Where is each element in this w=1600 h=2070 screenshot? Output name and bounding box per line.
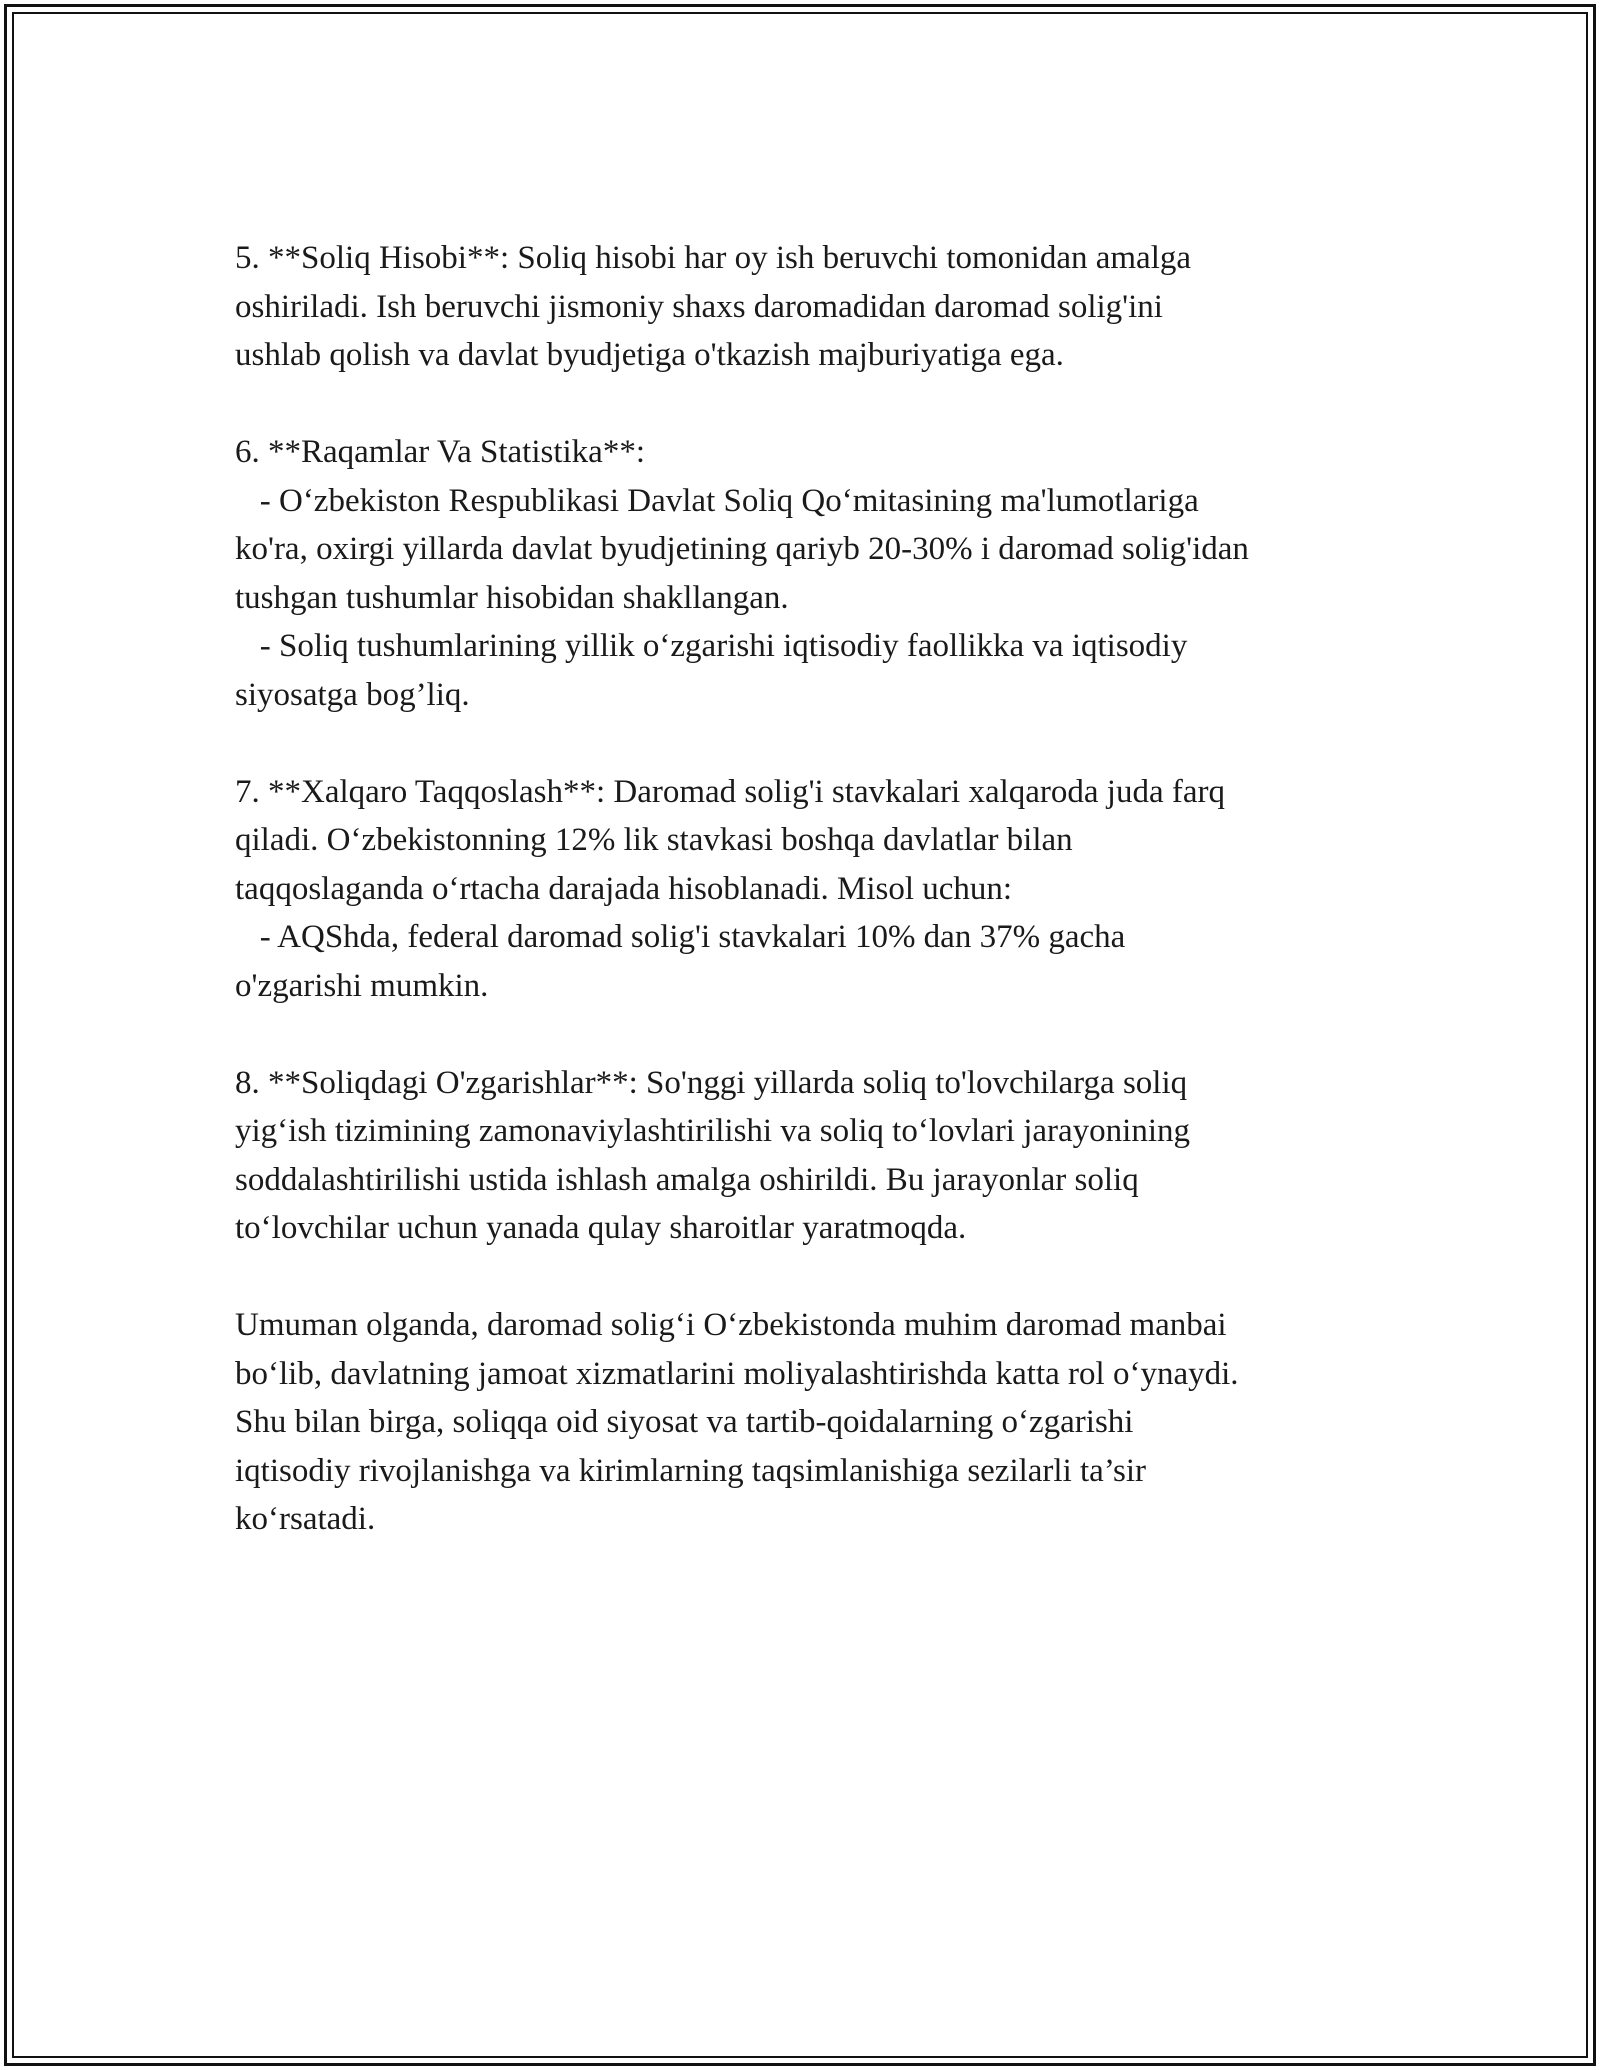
text-line: 6. **Raqamlar Va Statistika**: [235, 434, 646, 470]
text-line: - AQShda, federal daromad solig'i stavkalari 10% dan 37% gacha [235, 919, 1126, 955]
text-line: - O‘zbekiston Respublikasi Davlat Soliq Qo‘mitasining ma'lumotlariga [235, 482, 1199, 519]
text-line: 8. **Soliqdagi O'zgarishlar**: So'nggi yillarda soliq to'lovchilarga soliq [235, 1064, 1188, 1101]
paragraph-xalqaro-taqqoslash [235, 768, 1395, 1011]
paragraph-conclusion [235, 1301, 1395, 1544]
text-line: 7. **Xalqaro Taqqoslash**: Daromad solig'i stavkalari xalqaroda juda farq [235, 773, 1225, 810]
text-line: - Soliq tushumlarining yillik o‘zgarishi iqtisodiy faollikka va iqtisodiy [235, 628, 1188, 664]
text-line: iqtisodiy rivojlanishga va kirimlarning taqsimlanishiga sezilarli ta’sir [235, 1452, 1146, 1489]
paragraph-raqamlar-statistika [235, 428, 1395, 719]
text-line: ushlab qolish va davlat byudjetiga o'tkazish majburiyatiga ega. [235, 337, 1064, 373]
paragraph-soliq-hisobi [235, 234, 1395, 380]
text-line: 5. **Soliq Hisobi**: Soliq hisobi har oy ish beruvchi tomonidan amalga [235, 240, 1192, 276]
text-line: siyosatga bog’liq. [235, 676, 470, 713]
text-line: tushgan tushumlar hisobidan shakllangan. [235, 579, 789, 616]
text-line: ko'ra, oxirgi yillarda davlat byudjetining qariyb 20-30% i daromad solig'idan [235, 531, 1249, 567]
text-line: qiladi. O‘zbekistonning 12% lik stavkasi boshqa davlatlar bilan [235, 822, 1073, 858]
text-line: to‘lovchilar uchun yanada qulay sharoitlar yaratmoqda. [235, 1210, 967, 1246]
text-line: oshiriladi. Ish beruvchi jismoniy shaxs daromadidan daromad solig'ini [235, 288, 1163, 325]
text-line: bo‘lib, davlatning jamoat xizmatlarini moliyalashtirishda katta rol o‘ynaydi. [235, 1355, 1239, 1392]
text-line: soddalashtirilishi ustida ishlash amalga oshirildi. Bu jarayonlar soliq [235, 1161, 1139, 1198]
text-line: o'zgarishi mumkin. [235, 967, 489, 1004]
text-line: ko‘rsatadi. [235, 1501, 376, 1537]
paragraph-soliqdagi-ozgarishlar [235, 1059, 1395, 1253]
text-line: taqqoslaganda o‘rtacha darajada hisoblanadi. Misol uchun: [235, 870, 1013, 907]
document-body [235, 234, 1395, 1592]
text-line: yig‘ish tizimining zamonaviylashtirilishi va soliq to‘lovlari jarayonining [235, 1113, 1191, 1149]
text-line: Umuman olganda, daromad solig‘i O‘zbekistonda muhim daromad manbai [235, 1307, 1227, 1343]
text-line: Shu bilan birga, soliqqa oid siyosat va tartib-qoidalarning o‘zgarishi [235, 1404, 1134, 1440]
